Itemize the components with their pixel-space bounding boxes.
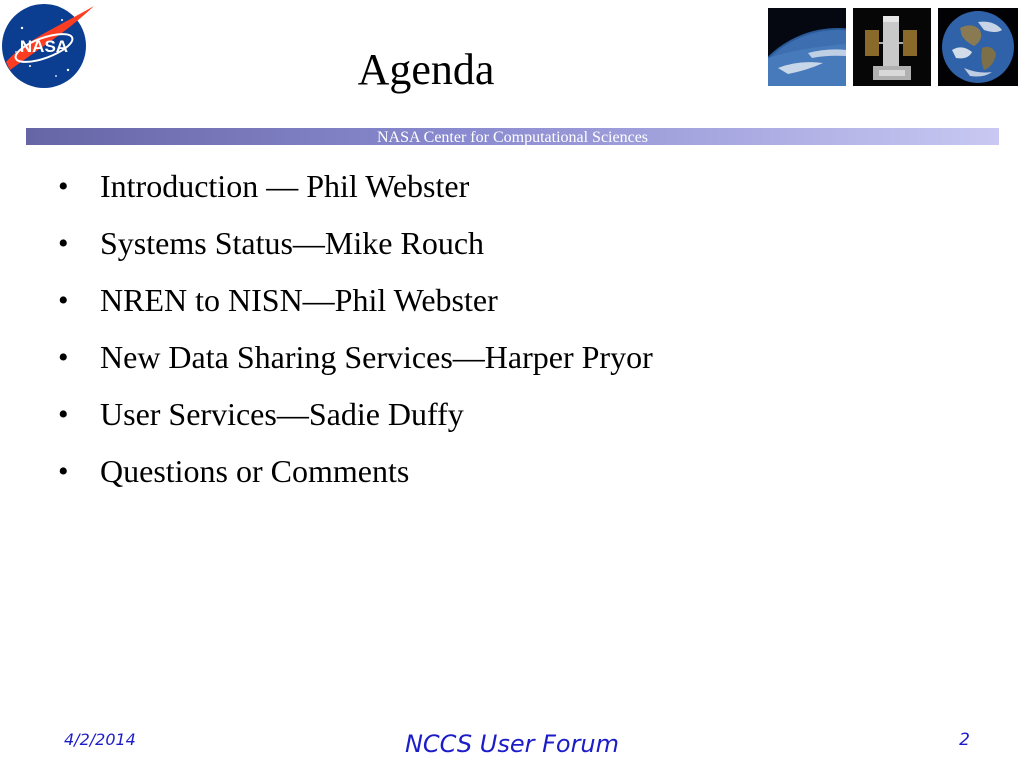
header-banner — [26, 128, 999, 145]
bullet-icon: • — [58, 341, 69, 374]
nasa-logo-text: NASA — [19, 37, 69, 56]
bullet-icon: • — [58, 227, 69, 260]
footer-date: 4/2/2014 — [64, 730, 136, 749]
agenda-item-text: User Services—Sadie Duffy — [100, 396, 464, 432]
agenda-item-text: NREN to NISN—Phil Webster — [100, 282, 498, 318]
hubble-telescope-photo — [853, 8, 931, 86]
agenda-item-text: Introduction — Phil Webster — [100, 168, 470, 204]
agenda-item — [58, 329, 653, 386]
agenda-item — [58, 272, 653, 329]
agenda-item — [58, 386, 653, 443]
earth-globe-photo — [938, 8, 1018, 86]
slide-title: Agenda — [357, 45, 495, 94]
bullet-icon: • — [58, 284, 69, 317]
bullet-icon: • — [58, 398, 69, 431]
agenda-item-text: New Data Sharing Services—Harper Pryor — [100, 339, 653, 375]
footer-title: NCCS User Forum — [404, 730, 620, 758]
banner-text: NASA Center for Computational Sciences — [376, 129, 649, 146]
earth-limb-photo — [768, 8, 846, 86]
agenda-list — [58, 158, 653, 500]
agenda-item-text: Systems Status—Mike Rouch — [100, 225, 485, 261]
bullet-icon: • — [58, 170, 69, 203]
agenda-item-text: Questions or Comments — [100, 453, 410, 489]
nasa-logo — [0, 0, 96, 96]
page-number: 2 — [959, 730, 970, 750]
agenda-item — [58, 158, 653, 215]
agenda-item — [58, 443, 653, 500]
bullet-icon: • — [58, 455, 69, 488]
agenda-item — [58, 215, 653, 272]
